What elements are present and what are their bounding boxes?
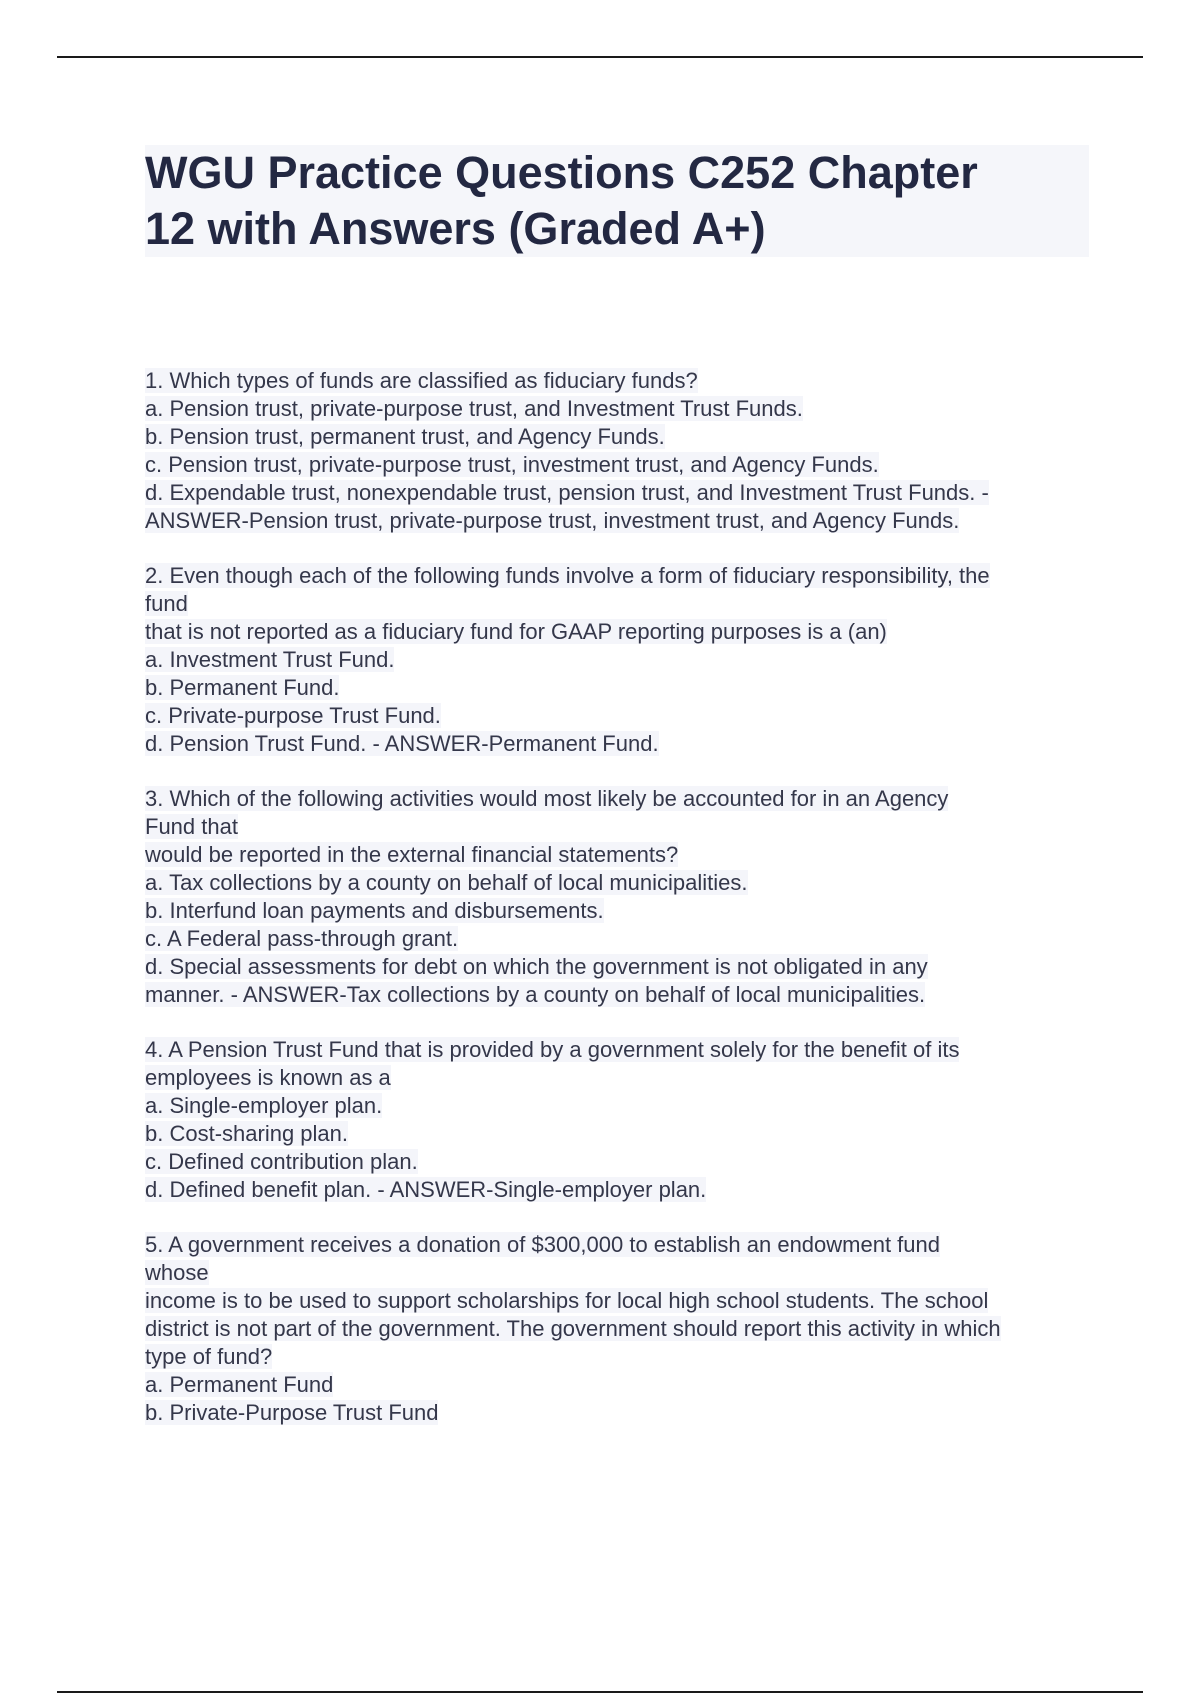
option-b: b. Interfund loan payments and disbursements.: [145, 898, 604, 923]
top-rule: [57, 56, 1143, 58]
option-a: a. Tax collections by a county on behalf of local municipalities.: [145, 870, 748, 895]
question-line: income is to be used to support scholarships for local high school students. The school: [145, 1288, 989, 1313]
option-d-answer: d. Defined benefit plan. - ANSWER-Single-employer plan.: [145, 1177, 707, 1202]
question-line: 1. Which types of funds are classified as fiduciary funds?: [145, 368, 698, 393]
question-line: Fund that: [145, 814, 238, 839]
question-1: [145, 367, 1095, 535]
option-b: b. Cost-sharing plan.: [145, 1121, 348, 1146]
question-line: that is not reported as a fiduciary fund for GAAP reporting purposes is a (an): [145, 619, 887, 644]
option-d: d. Expendable trust, nonexpendable trust, pension trust, and Investment Trust Funds. -: [145, 480, 989, 505]
option-c: c. A Federal pass-through grant.: [145, 926, 459, 951]
option-d-answer: d. Pension Trust Fund. - ANSWER-Permanent Fund.: [145, 731, 659, 756]
answer-line: manner. - ANSWER-Tax collections by a county on behalf of local municipalities.: [145, 982, 926, 1007]
question-line: type of fund?: [145, 1344, 273, 1369]
option-a: a. Single-employer plan.: [145, 1093, 383, 1118]
page-title: [145, 145, 1089, 257]
question-line: employees is known as a: [145, 1065, 391, 1090]
option-c: c. Private-purpose Trust Fund.: [145, 703, 441, 728]
option-c: c. Pension trust, private-purpose trust, investment trust, and Agency Funds.: [145, 452, 879, 477]
question-line: fund: [145, 591, 188, 616]
question-line: 5. A government receives a donation of $300,000 to establish an endowment fund: [145, 1232, 940, 1257]
question-2: [145, 562, 1095, 758]
option-a: a. Pension trust, private-purpose trust, and Investment Trust Funds.: [145, 396, 803, 421]
option-a: a. Permanent Fund: [145, 1372, 334, 1397]
question-line: district is not part of the government. The government should report this activity in which: [145, 1316, 1001, 1341]
question-line: 4. A Pension Trust Fund that is provided by a government solely for the benefit of its: [145, 1037, 960, 1062]
title-line: 12 with Answers (Graded A+): [145, 203, 766, 254]
title-block: [145, 145, 1089, 257]
option-b: b. Permanent Fund.: [145, 675, 340, 700]
bottom-rule: [57, 1691, 1143, 1693]
option-a: a. Investment Trust Fund.: [145, 647, 395, 672]
option-b: b. Private-Purpose Trust Fund: [145, 1400, 439, 1425]
title-line: WGU Practice Questions C252 Chapter: [145, 147, 978, 198]
question-line: 3. Which of the following activities would most likely be accounted for in an Agency: [145, 786, 949, 811]
question-5: [145, 1231, 1095, 1427]
option-b: b. Pension trust, permanent trust, and Agency Funds.: [145, 424, 665, 449]
question-line: would be reported in the external financial statements?: [145, 842, 679, 867]
questions-list: [145, 367, 1095, 1454]
option-d: d. Special assessments for debt on which the government is not obligated in any: [145, 954, 928, 979]
option-c: c. Defined contribution plan.: [145, 1149, 418, 1174]
answer-line: ANSWER-Pension trust, private-purpose trust, investment trust, and Agency Funds.: [145, 508, 960, 533]
question-4: [145, 1036, 1095, 1204]
question-line: 2. Even though each of the following funds involve a form of fiduciary responsibility, the: [145, 563, 990, 588]
question-line: whose: [145, 1260, 209, 1285]
question-3: [145, 785, 1095, 1009]
